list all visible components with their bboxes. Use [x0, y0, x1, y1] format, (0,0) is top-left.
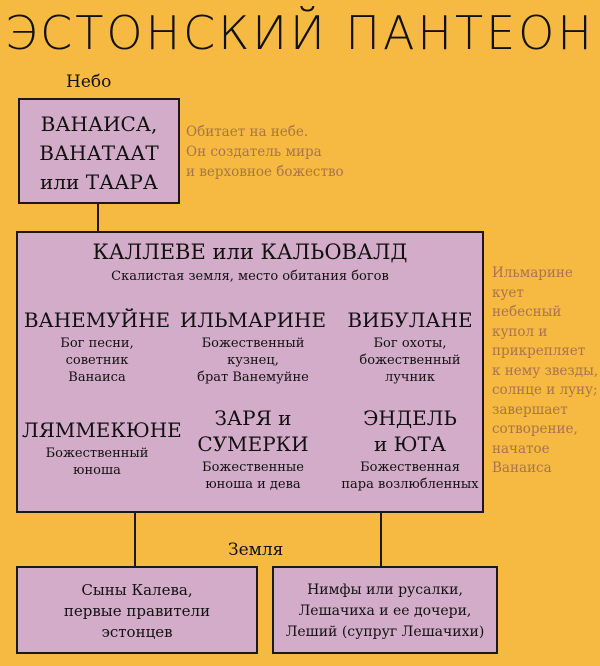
- main-box: [16, 231, 484, 513]
- connector-main-right: [380, 513, 382, 567]
- sky-label: Небо: [66, 72, 112, 92]
- god-ilmarine: ИЛЬМАРИНЕ Божественный кузнец, брат Ванемуйне: [179, 308, 327, 385]
- earth-label: Земля: [228, 540, 284, 560]
- main-subtitle: Скалистая земля, место обитания богов: [111, 269, 389, 284]
- connector-sky-main: [97, 204, 99, 232]
- god-endel-yuta: ЭНДЕЛЬ и ЮТА Божественная пара возлюбленных: [341, 406, 479, 492]
- main-name: КАЛЛЕВЕ или КАЛЬОВАЛД: [92, 240, 408, 264]
- sky-god-box: [18, 98, 180, 204]
- sky-god-name: ВАНАИСА, ВАНАТААТ или ТААРА: [39, 112, 159, 194]
- god-vanemuine: ВАНЕМУЙНЕ Бог песни, советник Ванаиса: [23, 308, 171, 385]
- sky-note: Обитает на небе. Он создатель мира и верховное божество: [186, 124, 344, 180]
- god-dawn-dusk: ЗАРЯ и СУМЕРКИ Божественные юноша и дева: [197, 406, 309, 492]
- earth-left-box: Сыны Калева, первые правители эстонцев: [16, 566, 258, 654]
- ilmarine-note: Ильмарине кует небесный купол и прикрепляет к нему звезды, солнце и луну; завершает сотворение, начатое Ванаиса: [492, 265, 599, 476]
- god-vibulane: ВИБУЛАНЕ Бог охоты, божественный лучник: [347, 308, 473, 385]
- connector-main-left: [134, 513, 136, 567]
- diagram-title: ЭСТОНСКИЙ ПАНТЕОН: [5, 6, 595, 60]
- god-lemmekyune: ЛЯММЕКЮНЕ Божественный юноша: [22, 418, 182, 478]
- earth-right-box: Нимфы или русалки, Лешачиха и ее дочери, Леший (супруг Лешачихи): [272, 566, 498, 654]
